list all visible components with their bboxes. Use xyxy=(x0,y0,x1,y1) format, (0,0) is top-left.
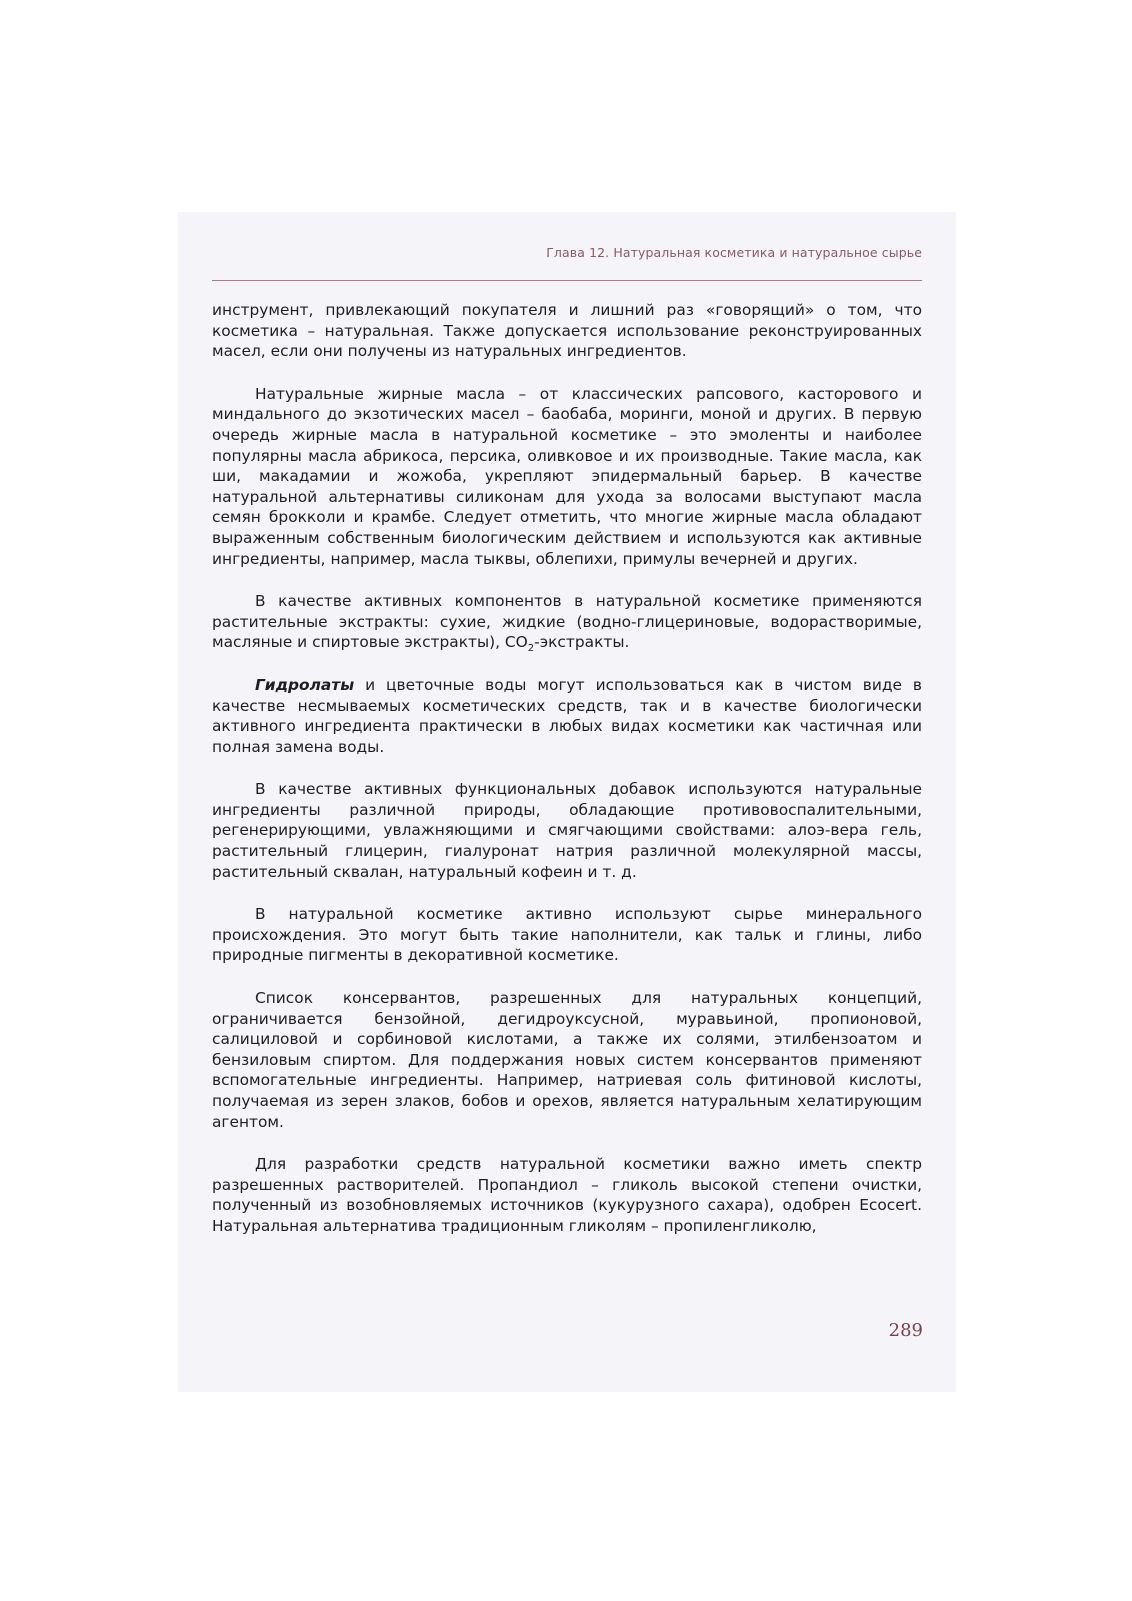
paragraph-active-components-text: В качестве активных компонентов в натуральной косметике применяются растительные экстракты: сухие, жидкие (водно-глицериновые, водорастворимые, масляные и спиртовые экстракты), CO xyxy=(212,592,922,652)
paragraph-mineral-raw-materials: В натуральной косметике активно используют сырье минерального происхождения. Это могут быть такие наполнители, как тальк и глины, либо природные пигменты в декоративной косметике. xyxy=(212,905,922,965)
paragraph-solvents: Для разработки средств натуральной косметики важно иметь спектр разрешенных растворителей. Пропандиол – гликоль высокой степени очистки, полученный из возобновляемых источников (кукурузного сахара), одобрен Ecocert. Натуральная альтернатива традиционным гликолям – пропиленгликолю, xyxy=(212,1155,922,1235)
paragraph-continuation: инструмент, привлекающий покупателя и лишний раз «говорящий» о том, что космeтика – натуральная. Также допускается использование реконструированных масел, если они получены из натуральных ингредиентов. xyxy=(212,301,922,361)
paragraph-functional-additives: В качестве активных функциональных добавок используются натуральные ингредиенты различной природы, обладающие противовоспалительными, регенерирующими, увлажняющими и смягчающими свойствами: алоэ-вера гель, растительный глицерин, гиалуронат натрия различной молекулярной массы, растительный сквалан, натуральный кофеин и т. д. xyxy=(212,780,922,881)
paragraph-hydrolates-text: и цветочные воды могут использоваться как в чистом виде в качестве несмываемых косметических средств, так и в качестве биологически активного ингредиента практически в любых видах косметики как частичная или полная замена воды. xyxy=(212,675,922,756)
main-text xyxy=(212,300,922,1259)
term-hydrolates: Гидролаты xyxy=(255,675,355,694)
paragraph-active-components-tail: -экстракты. xyxy=(534,633,630,652)
paragraph-fatty-oils: Натуральные жирные масла – от классических рапсового, касторового и миндального до экзотических масел – баобаба, моринги, моной и других. В первую очередь жирные масла в натуральной косметике – это эмоленты и наиболее популярны масла абрикоса, персика, оливковое и их производные. Такие масла, как ши, макадамии и жожоба, укрепляют эпидермальный барьер. В качестве натуральной альтернативы силиконам для ухода за волосами выступают масла семян брокколи и крамбе. Следует отметить, что многие жирные масла обладают выраженным собственным биологическим действием и используются как активные ингредиенты, например, масла тыквы, облепихи, примулы вечерней и других. xyxy=(212,384,922,568)
running-header: Глава 12. Натуральная косметика и натуральное сырье xyxy=(546,245,922,260)
co2-subscript: 2 xyxy=(527,643,535,655)
header-divider xyxy=(212,280,922,281)
paragraph-hydrolates xyxy=(212,675,922,757)
paragraph-active-components xyxy=(212,591,922,653)
page-number: 289 xyxy=(888,1320,923,1341)
paragraph-preservatives: Список консервантов, разрешенных для натуральных концепций, ограничивается бензойной, дегидроуксусной, муравьиной, пропионовой, салициловой и сорбиновой кислотами, а также их солями, этилбензоатом и бензиловым спиртом. Для поддержания новых систем консервантов применяют вспомогательные ингредиенты. Например, натриевая соль фитиновой кислоты, получаемая из зерен злаков, бобов и орехов, является натуральным хелатирующим агентом. xyxy=(212,989,922,1131)
